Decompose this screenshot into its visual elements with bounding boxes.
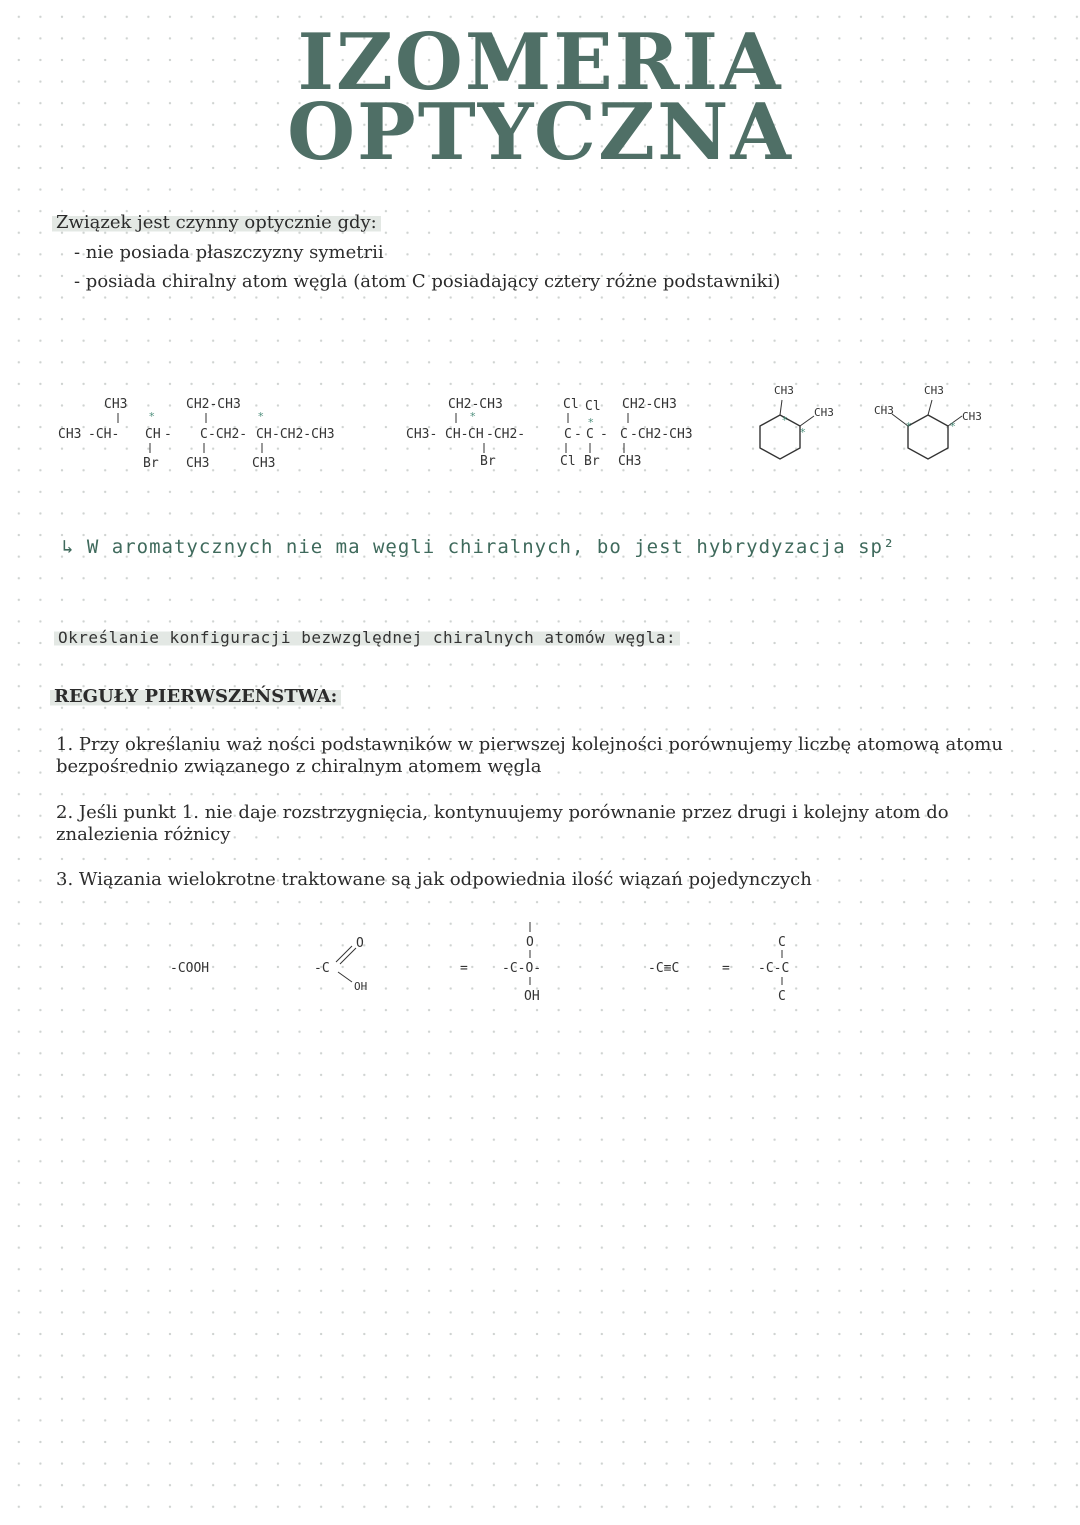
s1-main-ch3: CH3 xyxy=(58,427,82,442)
ex-branch-c: -C xyxy=(314,961,330,976)
s1-main-ch-2: CH xyxy=(256,427,272,442)
rules-heading: REGUŁY PIERWSZEŃSTWA: xyxy=(50,686,341,707)
conditions-heading: Związek jest czynny optycznie gdy: xyxy=(52,212,381,233)
s1-top-ch2ch3: CH2-CH3 xyxy=(186,397,241,412)
examples-row xyxy=(170,922,789,1004)
s2-star-1: * xyxy=(470,410,476,423)
structure-1 xyxy=(58,397,335,471)
s1-bottom-ch3-2: CH3 xyxy=(252,456,276,471)
s1-bottom-ch3: CH3 xyxy=(186,456,210,471)
s2-main-dash2: - xyxy=(600,427,608,442)
s2-main-ch: CH- xyxy=(445,427,469,442)
ring2-star-1: * xyxy=(906,420,912,433)
s2-main-tail: -CH2-CH3 xyxy=(630,427,693,442)
s2-top-cl-2: Cl xyxy=(585,399,601,414)
ring1-ch3-right: CH3 xyxy=(814,406,834,419)
s1-main-c: C xyxy=(200,427,208,442)
s2-bottom-ch3: CH3 xyxy=(618,454,642,469)
ring1-star-1: * xyxy=(782,414,788,427)
rule-1: 1. Przy określaniu waż ności podstawników w pierwszej kolejności porównujemy liczbę atomową atomu bezpośrednio związanego z chiralnym atomem węgla xyxy=(56,734,1003,777)
ex-triple: -C≡C xyxy=(648,961,680,976)
s1-main-tail: -CH2-CH3 xyxy=(272,427,335,442)
s1-main-ch: -CH- xyxy=(88,427,120,442)
s2-main-ch-chiral: CH xyxy=(468,427,484,442)
ex-eq-1: = xyxy=(460,961,468,976)
rule-2: 2. Jeśli punkt 1. nie daje rozstrzygnięcia, kontynuujemy porównanie przez drugi i kolejny atom do znalezienia różnicy xyxy=(56,802,949,845)
aromatic-note: ↳ W aromatycznych nie ma węgli chiralnych, bo jest hybrydyzacja sp² xyxy=(62,536,896,558)
ring1-star-2: * xyxy=(800,426,806,439)
s2-main-ch3: CH3- xyxy=(406,427,438,442)
ex-exp2-chain: -C-C xyxy=(758,961,790,976)
s2-bottom-br: Br xyxy=(480,454,496,469)
ring2-ch3-top: CH3 xyxy=(924,384,944,397)
s1-main-ch-chiral: CH xyxy=(145,427,161,442)
ex-cooh: -COOH xyxy=(170,961,210,976)
ex-exp2-c-bottom: C xyxy=(778,989,786,1004)
ex-branch-o: O xyxy=(356,936,364,951)
title-line-1: IZOMERIA xyxy=(297,17,783,108)
ring-structure-1 xyxy=(760,384,834,459)
s2-star-2: * xyxy=(588,416,594,429)
ring2-ch3-left: CH3 xyxy=(874,404,894,417)
s2-bottom-cl: Cl xyxy=(560,454,576,469)
s2-main-ch2: -CH2- xyxy=(486,427,526,442)
condition-item-1: - nie posiada płaszczyzny symetrii xyxy=(74,242,384,263)
s1-bottom-br: Br xyxy=(143,456,159,471)
s1-main-dash: - xyxy=(164,427,172,442)
ex-exp-oh: OH xyxy=(524,989,540,1004)
s1-star-2: * xyxy=(258,410,264,423)
s2-main-c2: C xyxy=(586,427,594,442)
ring-structure-2 xyxy=(874,384,982,459)
ex-branch-oh: OH xyxy=(354,980,368,993)
ring2-ch3-right: CH3 xyxy=(962,410,982,423)
s1-main-ch2: -CH2- xyxy=(208,427,248,442)
s1-top-ch3: CH3 xyxy=(104,397,128,412)
config-heading: Określanie konfiguracji bezwzględnej chiralnych atomów węgla: xyxy=(54,628,680,647)
ex-exp-o: O xyxy=(526,935,534,950)
condition-item-2: - posiada chiralny atom węgla (atom C posiadający cztery różne podstawniki) xyxy=(74,271,781,292)
s2-top-ch2ch3-2: CH2-CH3 xyxy=(622,397,677,412)
s2-top-cl-1: Cl xyxy=(563,397,579,412)
s2-bottom-br-2: Br xyxy=(584,454,600,469)
rule-3: 3. Wiązania wielokrotne traktowane są jak odpowiednia ilość wiązań pojedynczych xyxy=(56,869,812,890)
ring2-star-2: * xyxy=(950,420,956,433)
s2-top-ch2ch3: CH2-CH3 xyxy=(448,397,503,412)
s2-main-dash1: - xyxy=(574,427,582,442)
ex-exp2-c-top: C xyxy=(778,935,786,950)
s1-star-1: * xyxy=(149,410,155,423)
structure-2 xyxy=(406,397,693,469)
s2-main-c1: C xyxy=(564,427,572,442)
ex-exp-chain: -C-O- xyxy=(502,961,542,976)
ex-eq-2: = xyxy=(722,961,730,976)
ring1-ch3-top: CH3 xyxy=(774,384,794,397)
s2-main-c3: C xyxy=(620,427,628,442)
title-line-2: OPTYCZNA xyxy=(287,87,793,178)
